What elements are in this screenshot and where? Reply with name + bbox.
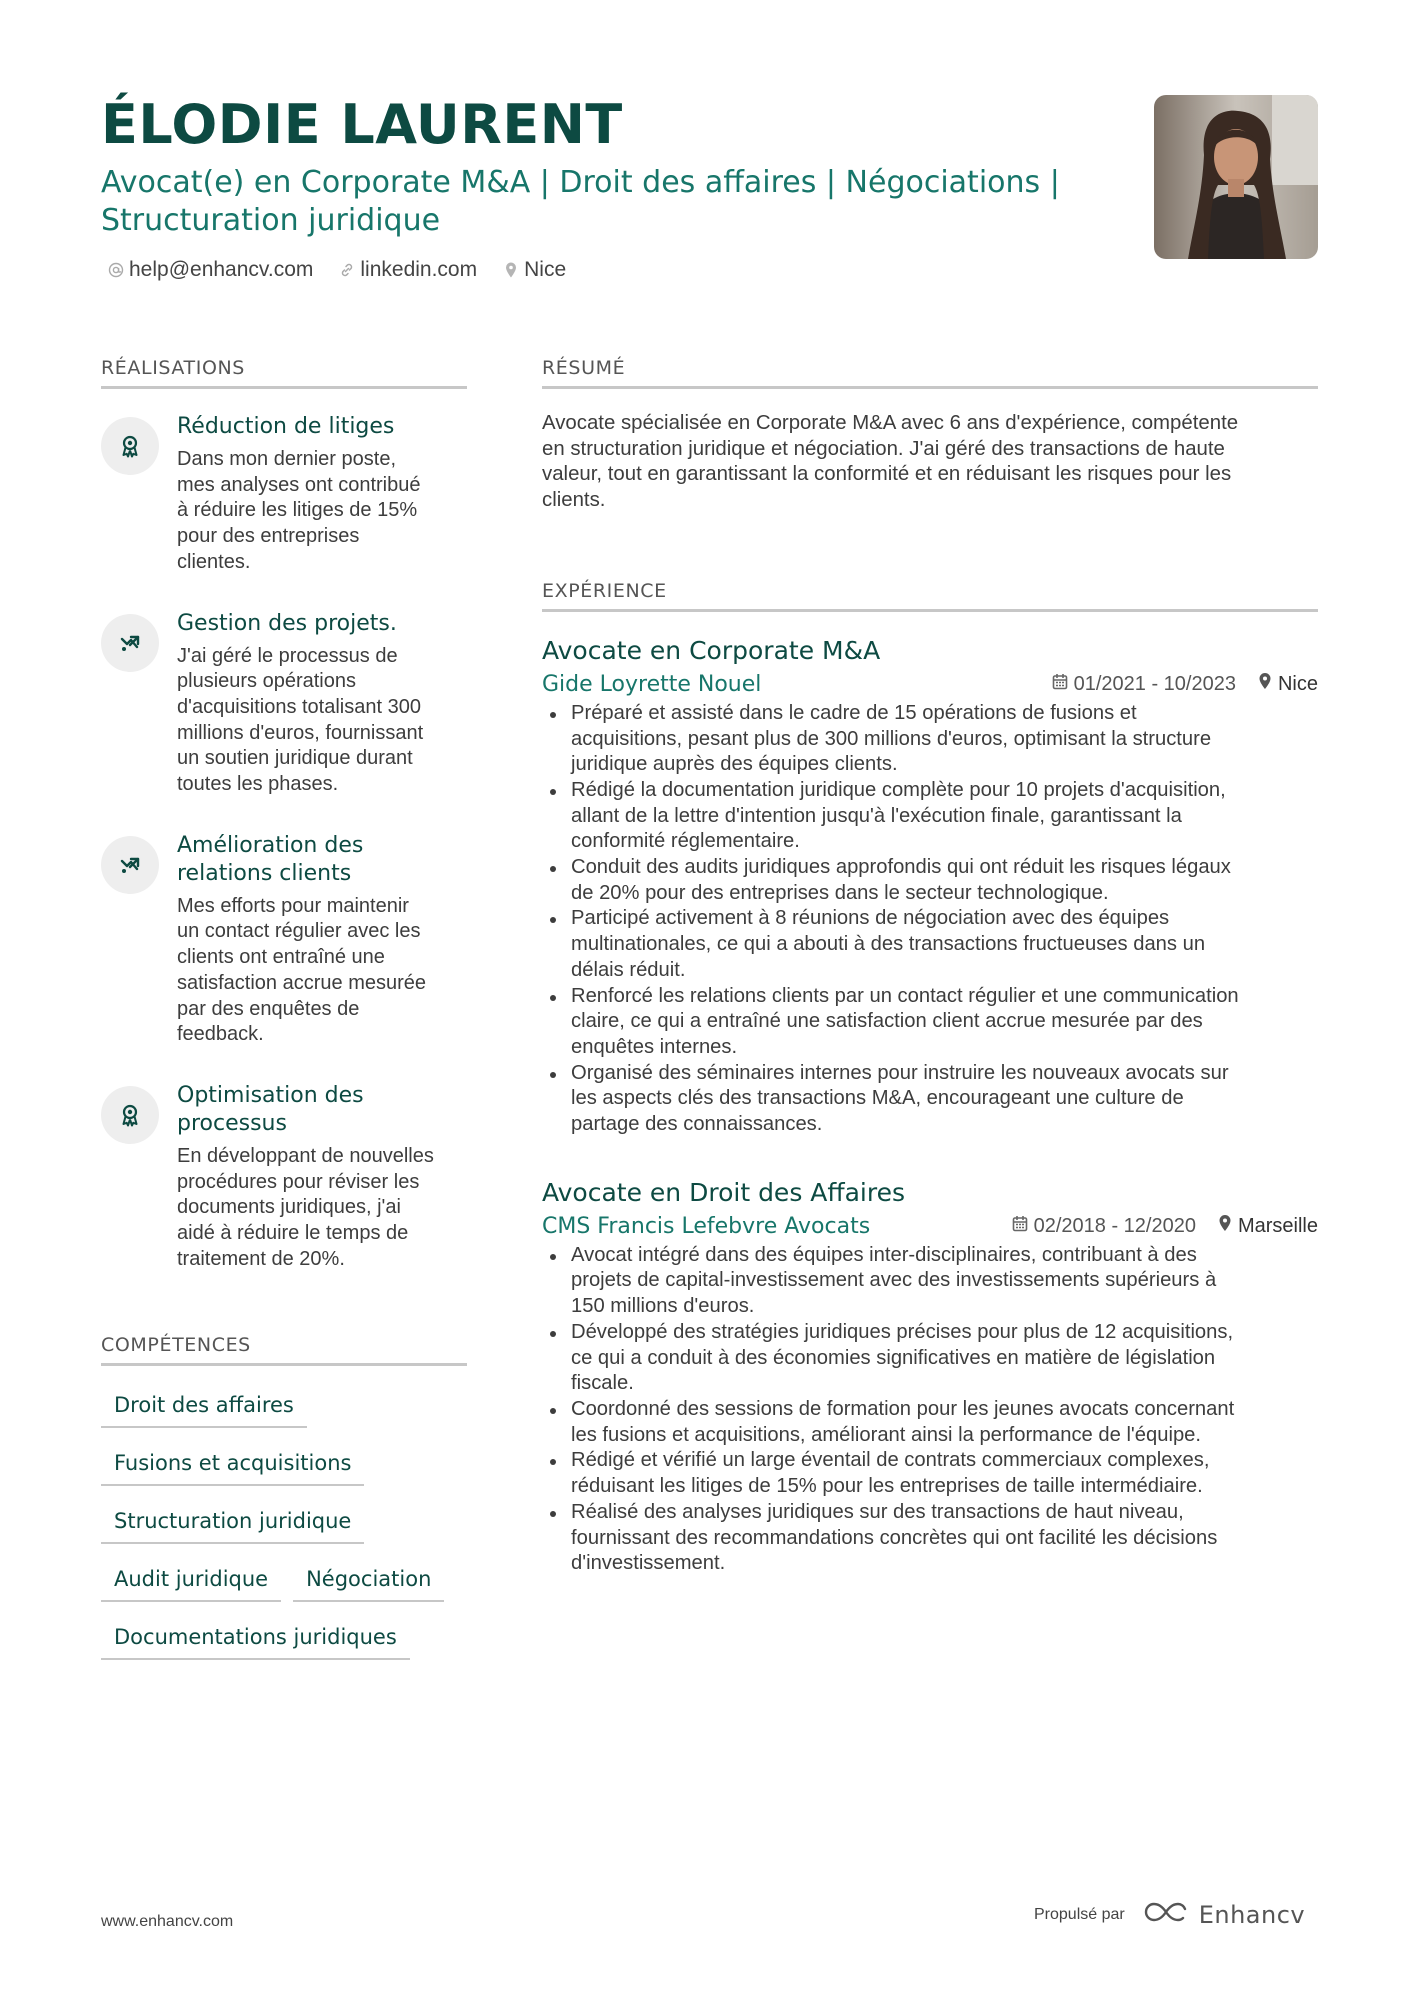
location-text: Nice xyxy=(524,258,567,281)
skill-tag: Droit des affaires xyxy=(101,1384,307,1428)
text-line: valeur, tout en garantissant la conformité et en réduisant les risques pour les xyxy=(542,463,1232,486)
job-title: Avocate en Corporate M&A xyxy=(542,635,881,665)
powered-by-label: Propulsé par xyxy=(1034,1906,1125,1923)
text-line: à réduire les litiges de 15% xyxy=(177,499,418,522)
skill-tag: Négociation xyxy=(293,1558,444,1602)
skill-tag: Audit juridique xyxy=(101,1558,281,1602)
dates-text: 02/2018 - 12/2020 xyxy=(1033,1214,1196,1237)
brand-logo[interactable] xyxy=(1143,1900,1305,1930)
job-title: Avocate en Droit des Affaires xyxy=(542,1177,906,1207)
text-line: de 20% pour des entreprises dans le secteur technologique. xyxy=(571,881,1109,904)
text-line: les fusions et acquisitions, améliorant ainsi la performance de l'équipe. xyxy=(571,1423,1202,1446)
skill-tag: Fusions et acquisitions xyxy=(101,1442,364,1486)
bullet-item xyxy=(542,1397,1318,1448)
title-line: Amélioration des xyxy=(177,832,364,858)
footer-website[interactable]: www.enhancv.com xyxy=(101,1913,234,1930)
text-line: 150 millions d'euros. xyxy=(571,1295,755,1318)
job-dates xyxy=(1012,1215,1196,1238)
location-text: Marseille xyxy=(1237,1214,1318,1237)
text-line: réduisant les litiges de 15% pour les entreprises de taille intermédiaire. xyxy=(571,1475,1203,1498)
contact-linkedin[interactable] xyxy=(339,258,477,282)
text-line: acquisitions, pesant plus de 300 millions d'euros, optimisant la structure xyxy=(571,727,1212,750)
job-bullets xyxy=(542,1243,1318,1577)
job-location xyxy=(1258,672,1318,696)
achievement-item xyxy=(101,832,467,1048)
job-dates xyxy=(1052,673,1236,696)
job-meta xyxy=(542,1214,1318,1239)
text-line: J'ai géré le processus de xyxy=(177,644,398,667)
text-line: Avocat intégré dans des équipes inter-disciplinaires, contribuant à des xyxy=(571,1243,1197,1266)
skills-heading: COMPÉTENCES xyxy=(101,1334,467,1366)
text-line: toutes les phases. xyxy=(177,773,339,796)
achievement-item xyxy=(101,610,467,798)
achievement-description xyxy=(177,644,423,798)
text-line: Dans mon dernier poste, xyxy=(177,448,397,470)
text-line: millions d'euros, fournissant xyxy=(177,721,424,744)
text-line: Conduit des audits juridiques approfondis qui ont réduit les risques légaux xyxy=(571,856,1231,879)
linkedin-text: linkedin.com xyxy=(360,258,478,281)
bullet-item xyxy=(542,1061,1318,1138)
text-line: pour des entreprises xyxy=(177,525,360,548)
award-ribbon-icon xyxy=(101,417,159,475)
text-line: satisfaction accrue mesurée xyxy=(177,971,427,994)
text-line: allant de la lettre d'intention jusqu'à l'exécution finale, garantissant la xyxy=(571,804,1182,827)
achievement-description xyxy=(177,447,420,576)
text-line: Coordonné des sessions de formation pour les jeunes avocats concernant xyxy=(571,1397,1235,1420)
resume-header xyxy=(101,92,1061,240)
text-line: d'investissement. xyxy=(571,1552,726,1575)
map-pin-icon xyxy=(1258,672,1272,696)
text-line: aidé à réduire le temps de xyxy=(177,1222,409,1245)
text-line: Renforcé les relations clients par un contact régulier et une communication xyxy=(571,984,1239,1007)
location-text: Nice xyxy=(1277,672,1318,695)
headline-line: Avocat(e) en Corporate M&A | Droit des affaires | Négociations | xyxy=(101,165,1060,200)
text-line: fiscale. xyxy=(571,1372,634,1395)
text-line: multinationales, ce qui a abouti à des transactions fructueuses dans un xyxy=(571,933,1206,956)
link-icon xyxy=(339,262,355,278)
right-column xyxy=(542,357,1318,1577)
text-line: Préparé et assisté dans le cadre de 15 opérations de fusions et xyxy=(571,701,1137,724)
text-line: en structuration juridique et négociation. J'ai géré des transactions de haute xyxy=(542,437,1225,460)
calendar-icon xyxy=(1012,1215,1028,1238)
contact-email[interactable] xyxy=(108,258,313,282)
text-line: feedback. xyxy=(177,1023,264,1046)
text-line: Réalisé des analyses juridiques sur des transactions de haut niveau, xyxy=(571,1500,1184,1523)
achievement-title xyxy=(177,1082,434,1138)
job-bullets xyxy=(542,701,1318,1138)
job-location xyxy=(1218,1214,1318,1238)
text-line: ce qui a conduit à des économies significatives en matière de législation xyxy=(571,1346,1216,1369)
text-line: Mes efforts pour maintenir xyxy=(177,894,409,917)
text-line: délais réduit. xyxy=(571,958,686,981)
skill-tag: Documentations juridiques xyxy=(101,1616,410,1660)
text-line: conformité réglementaire. xyxy=(571,830,800,853)
summary-text xyxy=(542,411,1318,514)
company-name: CMS Francis Lefebvre Avocats xyxy=(542,1213,871,1239)
skill-tag: Structuration juridique xyxy=(101,1500,364,1544)
job-entry xyxy=(542,1178,1318,1577)
text-line: clients. xyxy=(542,489,606,512)
profile-photo xyxy=(1154,95,1318,259)
bullet-item xyxy=(542,701,1318,778)
bullet-item xyxy=(542,1500,1318,1577)
bullet-item xyxy=(542,855,1318,906)
headline xyxy=(101,164,1061,240)
text-line: clients ont entraîné une xyxy=(177,946,385,969)
text-line: Avocate spécialisée en Corporate M&A avec 6 ans d'expérience, compétente xyxy=(542,412,1239,434)
email-text: help@enhancv.com xyxy=(129,258,314,281)
summary-heading: RÉSUMÉ xyxy=(542,357,1318,389)
text-line: un contact régulier avec les xyxy=(177,920,421,943)
text-line: traitement de 20%. xyxy=(177,1247,345,1270)
achievement-item xyxy=(101,1082,467,1273)
text-line: Rédigé la documentation juridique complète pour 10 projets d'acquisition, xyxy=(571,778,1226,801)
company-name: Gide Loyrette Nouel xyxy=(542,671,762,697)
brand-name: Enhancv xyxy=(1198,1901,1306,1929)
bullet-item xyxy=(542,1243,1318,1320)
title-line: relations clients xyxy=(177,860,352,886)
achievement-title: Réduction de litiges xyxy=(177,414,395,439)
contact-bar xyxy=(108,258,566,282)
text-line: Organisé des séminaires internes pour instruire les nouveaux avocats sur xyxy=(571,1061,1229,1084)
text-line: juridique auprès des équipes clients. xyxy=(571,753,898,776)
headline-line: Structuration juridique xyxy=(101,203,441,238)
achievement-description xyxy=(177,894,426,1048)
footer-branding xyxy=(1034,1900,1305,1930)
text-line: clientes. xyxy=(177,550,251,573)
achievement-item xyxy=(101,413,467,576)
bullet-item xyxy=(542,1448,1318,1499)
text-line: Participé activement à 8 réunions de négociation avec des équipes xyxy=(571,907,1170,930)
contact-location xyxy=(503,258,566,282)
title-line: Optimisation des xyxy=(177,1082,364,1108)
text-line: mes analyses ont contribué xyxy=(177,473,421,496)
text-line: claire, ce qui a entraîné une satisfaction client accrue mesurée par des xyxy=(571,1010,1203,1033)
achievement-title: Gestion des projets. xyxy=(177,610,397,636)
text-line: fournissant des recommandations concrètes qui ont facilité les décisions xyxy=(571,1526,1218,1549)
map-pin-icon xyxy=(503,261,519,279)
job-meta xyxy=(542,672,1318,697)
text-line: un soutien juridique durant xyxy=(177,747,413,770)
trend-arrow-icon xyxy=(101,614,159,672)
text-line: par des enquêtes de xyxy=(177,997,360,1020)
text-line: partage des connaissances. xyxy=(571,1113,823,1136)
infinity-logo-icon xyxy=(1143,1900,1189,1930)
text-line: d'acquisitions totalisant 300 xyxy=(177,695,421,718)
award-ribbon-icon xyxy=(101,1086,159,1144)
bullet-item xyxy=(542,906,1318,983)
bullet-item xyxy=(542,984,1318,1061)
calendar-icon xyxy=(1052,673,1068,696)
skills-list xyxy=(101,1384,467,1660)
text-line: projets de capital-investissement avec des investissements supérieurs à xyxy=(571,1269,1217,1292)
text-line: Rédigé et vérifié un large éventail de contrats commerciaux complexes, xyxy=(571,1449,1210,1472)
text-line: les aspects clés des transactions M&A, encourageant une culture de xyxy=(571,1087,1184,1110)
text-line: documents juridiques, j'ai xyxy=(177,1196,401,1219)
achievements-heading: RÉALISATIONS xyxy=(101,357,467,389)
experience-heading: EXPÉRIENCE xyxy=(542,580,1318,612)
achievement-description xyxy=(177,1144,434,1273)
text-line: Développé des stratégies juridiques précises pour plus de 12 acquisitions, xyxy=(571,1320,1234,1343)
trend-arrow-icon xyxy=(101,836,159,894)
candidate-name: ÉLODIE LAURENT xyxy=(101,93,623,156)
bullet-item xyxy=(542,778,1318,855)
text-line: enquêtes internes. xyxy=(571,1035,738,1058)
left-column xyxy=(101,357,467,1674)
map-pin-icon xyxy=(1218,1214,1232,1238)
at-icon xyxy=(108,262,124,278)
text-line: procédures pour réviser les xyxy=(177,1170,420,1193)
text-line: plusieurs opérations xyxy=(177,670,356,693)
job-entry xyxy=(542,636,1318,1138)
achievement-title xyxy=(177,832,426,888)
dates-text: 01/2021 - 10/2023 xyxy=(1073,672,1236,695)
title-line: processus xyxy=(177,1110,287,1136)
text-line: En développant de nouvelles xyxy=(177,1144,434,1167)
bullet-item xyxy=(542,1320,1318,1397)
